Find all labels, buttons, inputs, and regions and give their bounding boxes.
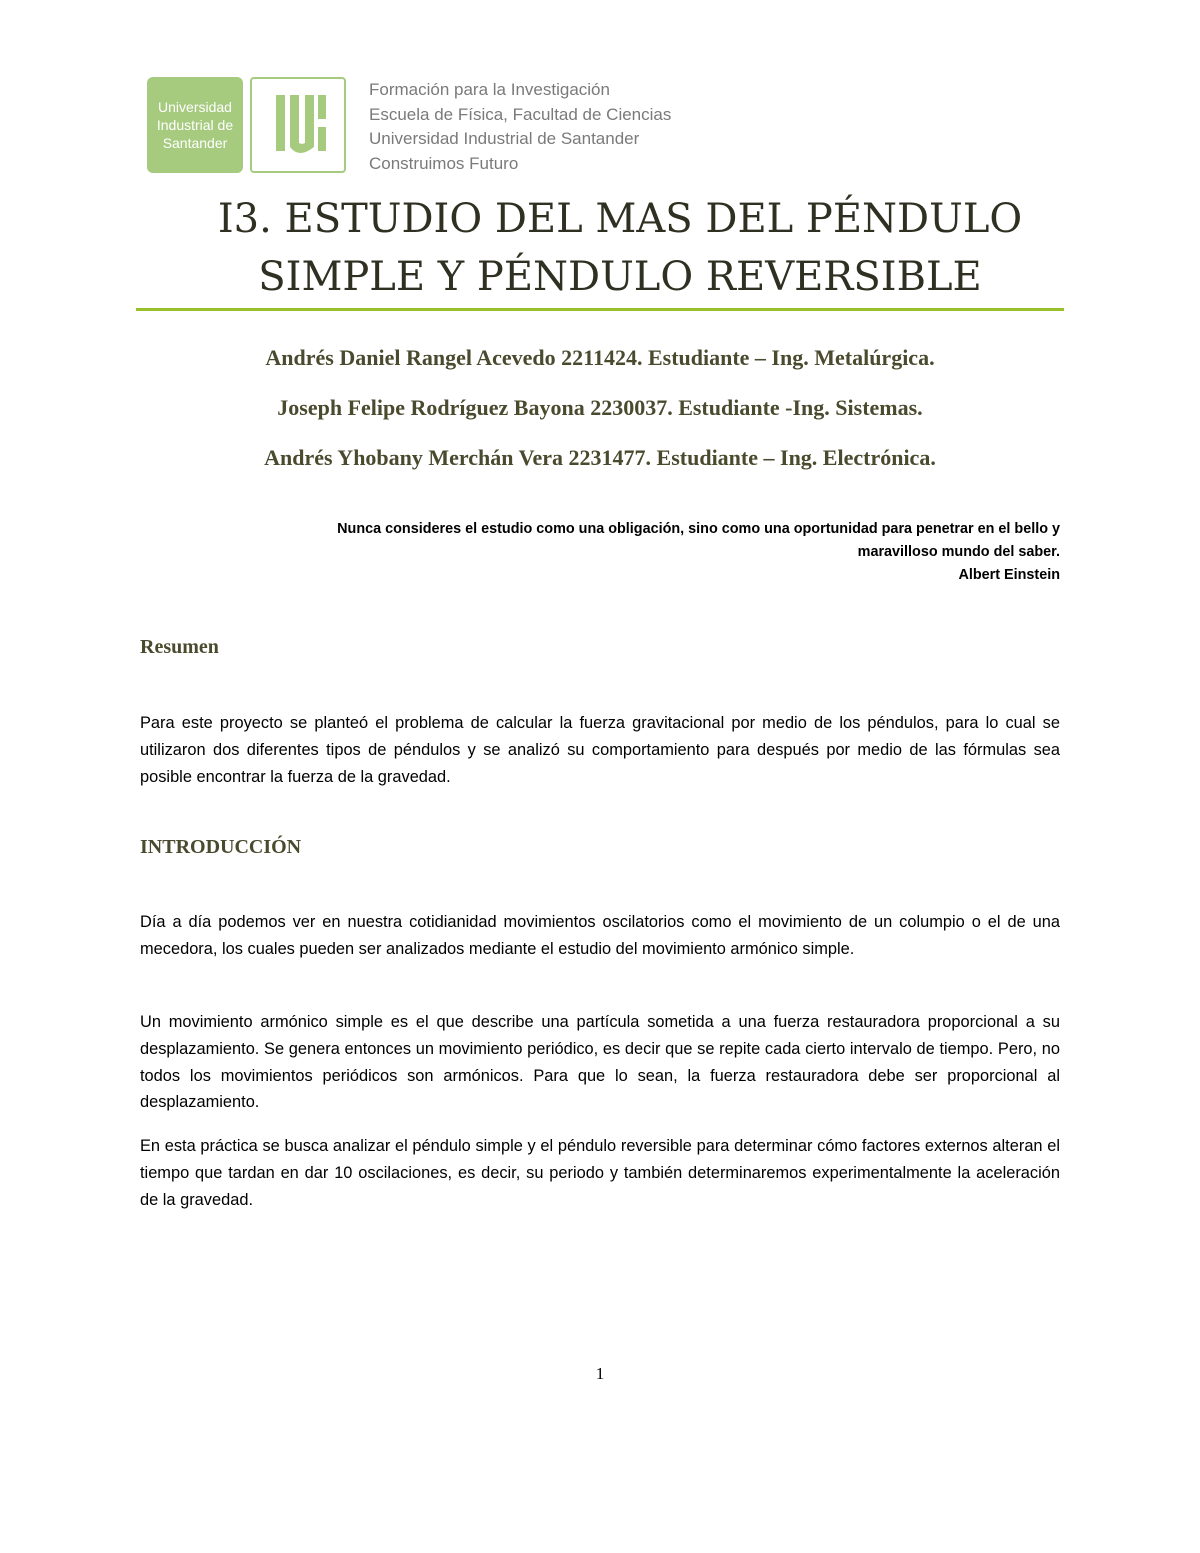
quote-line-2: maravilloso mundo del saber. <box>857 544 1060 560</box>
resumen-paragraph: Para este proyecto se planteó el problema de calcular la fuerza gravitacional por medio de los péndulos, para lo cual se utilizaron dos diferentes tipos de péndulos y se analizó su comportamiento para después por medio de las fórmulas sea posible encontrar la fuerza de la gravedad. <box>140 714 1060 786</box>
quote-author: Albert Einstein <box>958 567 1060 583</box>
author-line: Andrés Daniel Rangel Acevedo 2211424. Estudiante – Ing. Metalúrgica. <box>265 345 935 370</box>
title-line-2: SIMPLE Y PÉNDULO REVERSIBLE <box>258 254 982 300</box>
intro-paragraph-3: En esta práctica se busca analizar el péndulo simple y el péndulo reversible para determinar cómo factores externos alteran el tiempo que tardan en dar 10 oscilaciones, es decir, su periodo y también determinaremos experimentalmente la aceleración de la gravedad. <box>140 1137 1060 1209</box>
quote-line-1: Nunca consideres el estudio como una obligación, sino como una oportunidad para penetrar en el bello y <box>337 521 1060 537</box>
epigraph-quote <box>140 518 1060 587</box>
title-line-1: I3. ESTUDIO DEL MAS DEL PÉNDULO <box>217 196 1023 242</box>
institution-header <box>369 78 671 176</box>
intro-paragraph-1: Día a día podemos ver en nuestra cotidianidad movimientos oscilatorios como el movimiento de un columpio o el de una mecedora, los cuales pueden ser analizados mediante el estudio del movimiento armónico simple. <box>140 913 1060 958</box>
intro-paragraph-2: Un movimiento armónico simple es el que describe una partícula sometida a una fuerza restauradora proporcional a su desplazamiento. Se genera entonces un movimiento periódico, es decir que se repite cada cierto intervalo de tiempo. Pero, no todos los movimientos periódicos son armónicos. Para que lo sean, la fuerza restauradora debe ser proporcional al desplazamiento. <box>140 1013 1060 1112</box>
section-heading-resumen: Resumen <box>140 636 219 658</box>
header-line: Escuela de Física, Facultad de Ciencias <box>369 104 672 124</box>
title-divider <box>136 308 1064 311</box>
header-line: Construimos Futuro <box>369 153 519 173</box>
section-heading-introduccion: INTRODUCCIÓN <box>140 836 302 858</box>
author-line: Joseph Felipe Rodríguez Bayona 2230037. Estudiante -Ing. Sistemas. <box>277 395 923 420</box>
page-number: 1 <box>595 1364 605 1383</box>
document-title <box>100 190 1140 306</box>
header-line: Universidad Industrial de Santander <box>369 129 640 148</box>
university-logo <box>147 77 243 173</box>
author-list <box>100 340 1100 490</box>
uis-emblem-icon <box>250 77 346 173</box>
author-line: Andrés Yhobany Merchán Vera 2231477. Estudiante – Ing. Electrónica. <box>264 445 936 470</box>
header-line: Formación para la Investigación <box>369 80 610 99</box>
logo-text: Universidad Industrial de Santander <box>156 99 234 151</box>
